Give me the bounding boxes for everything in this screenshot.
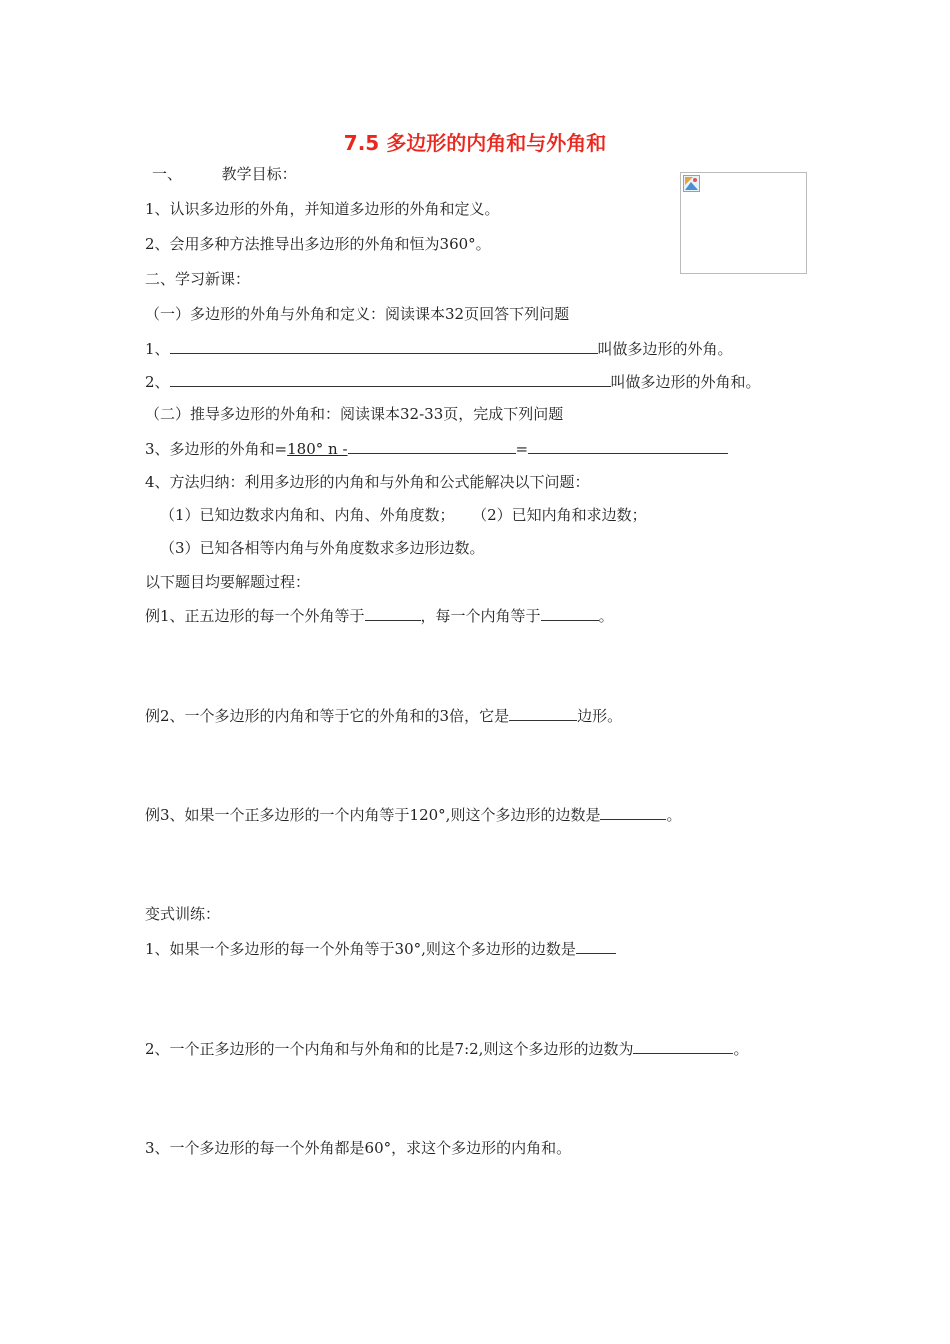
example-text: 例2、一个多边形的内角和等于它的外角和的3倍，它是 xyxy=(145,707,510,725)
image-placeholder xyxy=(680,172,807,274)
part-heading-2: （二）推导多边形的外角和：阅读课本32-33页，完成下列问题 xyxy=(145,405,564,423)
question-text: 3、多边形的外角和= xyxy=(145,440,288,458)
answer-blank[interactable] xyxy=(576,938,616,954)
question-2 xyxy=(145,371,761,392)
example-text: ，每一个内角等于 xyxy=(420,607,541,625)
answer-blank[interactable] xyxy=(633,1038,733,1054)
example-text: 。 xyxy=(666,806,682,824)
variant-heading: 变式训练： xyxy=(145,905,221,923)
variant-2 xyxy=(145,1038,748,1059)
answer-blank[interactable] xyxy=(541,605,599,621)
method-item: （3）已知各相等内角与外角度数求多边形边数。 xyxy=(160,539,485,557)
question-number: 2、 xyxy=(145,373,170,391)
variant-text: 2、一个正多边形的一个内角和与外角和的比是7:2,则这个多边形的边数为 xyxy=(145,1040,634,1058)
answer-blank[interactable] xyxy=(600,804,666,820)
example-text: 边形。 xyxy=(577,707,623,725)
question-number: 1、 xyxy=(145,340,170,358)
example-1 xyxy=(145,605,614,626)
method-item: （1）已知边数求内角和、内角、外角度数； xyxy=(160,506,455,524)
variant-3: 3、一个多边形的每一个外角都是60°，求这个多边形的内角和。 xyxy=(145,1139,572,1157)
answer-blank[interactable] xyxy=(170,371,611,387)
question-text: 叫做多边形的外角。 xyxy=(597,340,733,358)
question-1 xyxy=(145,338,733,359)
answer-blank[interactable] xyxy=(170,338,598,354)
example-2 xyxy=(145,705,622,726)
answer-blank[interactable] xyxy=(348,438,516,454)
example-text: 例1、正五边形的每一个外角等于 xyxy=(145,607,365,625)
section-heading-2: 二、学习新课： xyxy=(145,270,251,288)
part-heading-1: （一）多边形的外角与外角和定义：阅读课本32页回答下列问题 xyxy=(145,305,570,323)
question-text: 叫做多边形的外角和。 xyxy=(610,373,761,391)
variant-text: 。 xyxy=(733,1040,749,1058)
section-heading-1 xyxy=(152,164,297,184)
equals-sign: = xyxy=(515,440,529,458)
answer-blank[interactable] xyxy=(509,705,577,721)
goal-item: 2、会用多种方法推导出多边形的外角和恒为360°。 xyxy=(145,235,491,253)
page-title: 7.5 多边形的内角和与外角和 xyxy=(343,131,607,155)
instruction-note: 以下题目均要解题过程： xyxy=(145,573,311,591)
answer-blank[interactable] xyxy=(365,605,421,621)
question-4: 4、方法归纳：利用多边形的内角和与外角和公式能解决以下问题： xyxy=(145,473,590,491)
question-3 xyxy=(145,438,728,459)
example-text: 例3、如果一个正多边形的一个内角等于120°,则这个多边形的边数是 xyxy=(145,806,601,824)
variant-text: 1、如果一个多边形的每一个外角等于30°,则这个多边形的边数是 xyxy=(145,940,576,958)
method-item: （2）已知内角和求边数； xyxy=(472,506,647,524)
section-label: 教学目标： xyxy=(221,165,297,183)
goal-item: 1、认识多边形的外角，并知道多边形的外角和定义。 xyxy=(145,200,500,218)
example-3 xyxy=(145,804,681,825)
answer-blank[interactable] xyxy=(528,438,728,454)
formula: 180° n - xyxy=(287,440,348,458)
method-row xyxy=(160,505,647,525)
section-number: 一、 xyxy=(152,165,183,183)
variant-1 xyxy=(145,938,616,959)
broken-image-icon xyxy=(683,175,700,192)
example-text: 。 xyxy=(598,607,614,625)
